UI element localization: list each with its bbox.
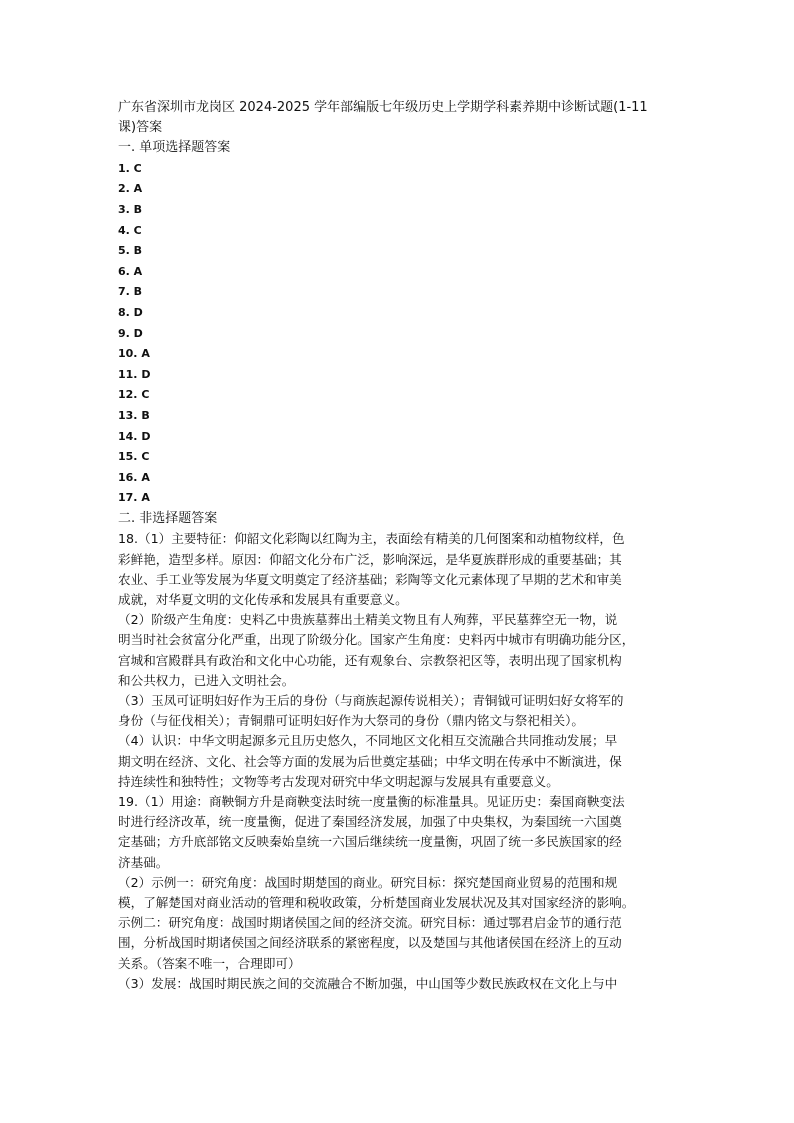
section-heading-non-choice: 二. 非选择题答案 [118, 510, 218, 526]
answer-text-line: 和公共权力，已进入文明社会。 [118, 672, 295, 688]
answer-item: 12. C [118, 388, 150, 402]
answer-text-line: 成就，对华夏文明的文化传承和发展具有重要意义。 [118, 591, 408, 607]
answer-text-line: 济基础。 [118, 854, 169, 870]
answer-item: 2. A [118, 182, 143, 196]
answer-item: 4. C [118, 223, 142, 237]
answer-text-line: （4）认识：中华文明起源多元且历史悠久，不同地区文化相互交流融合共同推动发展；早 [118, 733, 618, 749]
answer-text-line: 18.（1）主要特征：仰韶文化彩陶以红陶为主，表面绘有精美的几何图案和动植物纹样，色 [118, 531, 625, 547]
answer-item: 13. B [118, 408, 150, 422]
answer-text-line: 明当时社会贫富分化严重，出现了阶级分化。国家产生角度：史料丙中城市有明确功能分区， [118, 632, 635, 648]
answer-text-line: （3）发展：战国时期民族之间的交流融合不断加强，中山国等少数民族政权在文化上与中 [118, 975, 618, 991]
answer-text-line: 彩鲜艳，造型多样。原因：仰韶文化分布广泛，影响深远，是华夏族群形成的重要基础；其 [118, 551, 622, 567]
section-heading-multiple-choice: 一. 单项选择题答案 [118, 140, 231, 156]
answer-text-line: 宫城和宫殿群具有政治和文化中心功能，还有观象台、宗教祭祀区等，表明出现了国家机构 [118, 652, 622, 668]
answer-text-line: 期文明在经济、文化、社会等方面的发展为后世奠定基础；中华文明在传承中不断演进，保 [118, 753, 622, 769]
answer-text-line: 农业、手工业等发展为华夏文明奠定了经济基础；彩陶等文化元素体现了早期的艺术和审美 [118, 571, 622, 587]
answer-text-line: 19.（1）用途：商鞅铜方升是商鞅变法时统一度量衡的标准量具。见证历史：秦国商鞅变法 [118, 793, 625, 809]
answer-text-line: 模，了解楚国对商业活动的管理和税收政策，分析楚国商业发展状况及其对国家经济的影响。 [118, 894, 635, 910]
answer-item: 7. B [118, 285, 143, 299]
answer-text-line: 定基础；方升底部铭文反映秦始皇统一六国后继续统一度量衡，巩固了统一多民族国家的经 [118, 834, 622, 850]
answer-item: 17. A [118, 491, 150, 505]
answer-item: 8. D [118, 305, 143, 319]
answer-document [118, 98, 678, 994]
answer-item: 15. C [118, 450, 150, 464]
document-title-line-1: 广东省深圳市龙岗区 2024-2025 学年部编版七年级历史上学期学科素养期中诊断试题(1-11 [118, 100, 648, 115]
answer-text-line: 示例二：研究角度：战国时期诸侯国之间的经济交流。研究目标：通过鄂君启金节的通行范 [118, 915, 622, 931]
answer-item: 9. D [118, 326, 143, 340]
answer-text-line: 时进行经济改革，统一度量衡，促进了秦国经济发展，加强了中央集权，为秦国统一六国奠 [118, 814, 622, 830]
answer-item: 10. A [118, 347, 150, 361]
answer-item: 1. C [118, 161, 142, 175]
answer-text-line: （2）示例一：研究角度：战国时期楚国的商业。研究目标：探究楚国商业贸易的范围和规 [118, 874, 618, 890]
answer-item: 5. B [118, 244, 143, 258]
answer-text-line: （2）阶级产生角度：史料乙中贵族墓葬出土精美文物且有人殉葬，平民墓葬空无一物，说 [118, 612, 618, 628]
answer-item: 14. D [118, 429, 151, 443]
answer-text-line: （3）玉凤可证明妇好作为王后的身份（与商族起源传说相关）；青铜钺可证明妇好女将军的 [118, 692, 624, 708]
non-choice-answer-body [118, 529, 678, 994]
answer-text-line: 身份（与征伐相关）；青铜鼎可证明妇好作为大祭司的身份（鼎内铭文与祭祀相关）。 [118, 713, 584, 729]
answer-text-line: 关系。（答案不唯一，合理即可） [118, 955, 301, 971]
answer-text-line: 围，分析战国时期诸侯国之间经济联系的紧密程度，以及楚国与其他诸侯国在经济上的互动 [118, 935, 622, 951]
answer-item: 16. A [118, 470, 150, 484]
document-title-line-2: 课)答案 [118, 120, 163, 136]
multiple-choice-answer-list [118, 159, 678, 509]
answer-text-line: 持连续性和独特性；文物等考古发现对研究中华文明起源与发展具有重要意义。 [118, 773, 559, 789]
answer-item: 6. A [118, 264, 143, 278]
answer-item: 3. B [118, 203, 143, 216]
answer-item: 11. D [118, 367, 151, 381]
